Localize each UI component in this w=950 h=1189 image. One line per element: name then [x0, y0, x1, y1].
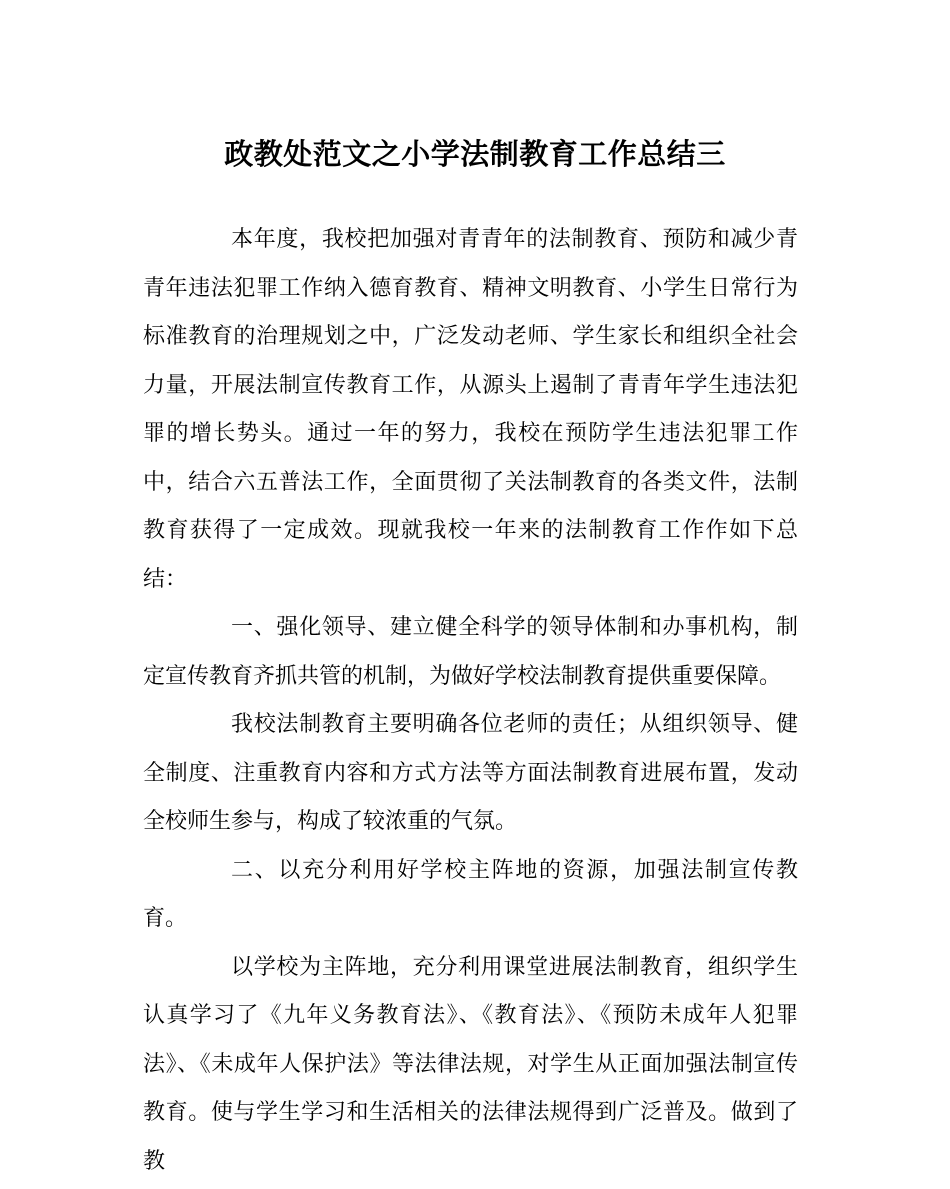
paragraph: 一、强化领导、建立健全科学的领导体制和办事机构，制定宣传教育齐抓共管的机制，为做好学校法制教育提供重要保障。	[143, 615, 798, 689]
paragraph: 本年度，我校把加强对青青年的法制教育、预防和减少青青年违法犯罪工作纳入德育教育、精神文明教育、小学生日常行为标准教育的治理规划之中，广泛发动老师、学生家长和组织全社会力量，开展法制宣传教育工作，从源头上遏制了青青年学生违法犯罪的增长势头。通过一年的努力，我校在预防学生违法犯罪工作中，结合六五普法工作，全面贯彻了关法制教育的各类文件，法制教育获得了一定成效。现就我校一年来的法制教育工作作如下总结：	[143, 227, 798, 592]
paragraph: 二、以充分利用好学校主阵地的资源，加强法制宣传教育。	[143, 857, 798, 931]
paragraph: 以学校为主阵地，充分利用课堂进展法制教育，组织学生认真学习了《九年义务教育法》、《教育法》、《预防未成年人犯罪法》、《未成年人保护法》等法律法规，对学生从正面加强法制宣传教育。使与学生学习和生活相关的法律法规得到广泛普及。做到了教	[143, 954, 798, 1174]
document-body	[143, 216, 798, 1186]
document-title: 政教处范文之小学法制教育工作总结三	[224, 137, 726, 171]
paragraph: 我校法制教育主要明确各位老师的责任；从组织领导、健全制度、注重教育内容和方式方法等方面法制教育进展布置，发动全校师生参与，构成了较浓重的气氛。	[143, 712, 798, 834]
